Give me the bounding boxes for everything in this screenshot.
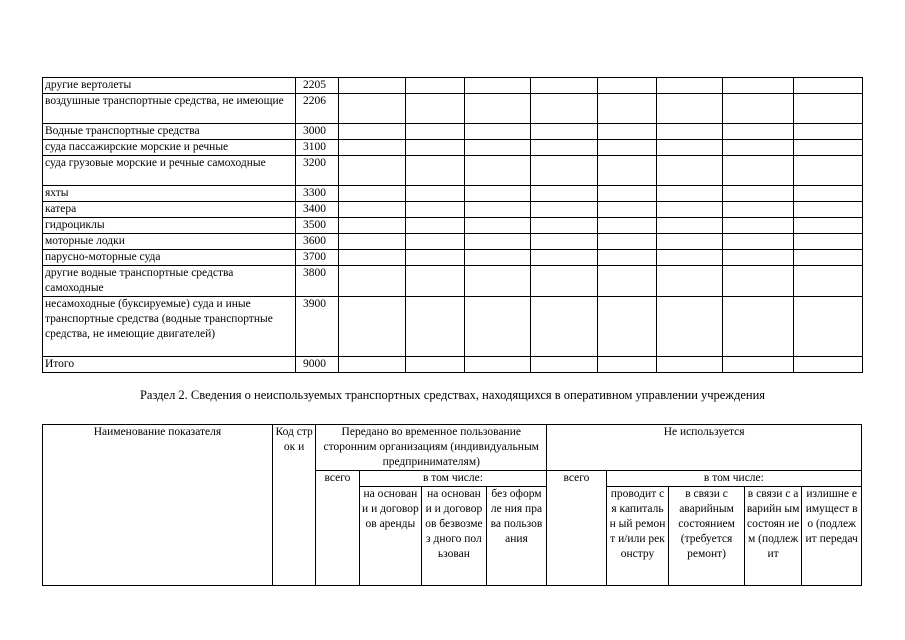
empty-value-cell [531,202,598,218]
row-code-cell: 2206 [296,94,339,124]
empty-value-cell [465,297,531,357]
empty-value-cell [531,297,598,357]
empty-value-cell [657,124,723,140]
empty-value-cell [794,357,863,373]
empty-value-cell [723,266,794,297]
empty-value-cell [794,186,863,202]
indicator-name-cell: воздушные транспортные средства, не имеющие [43,94,296,124]
empty-value-cell [657,186,723,202]
header-transferred: Передано во временное пользование сторонним организациям (индивидуальным предпринимателям) [316,425,547,471]
section-2-title: Раздел 2. Сведения о неиспользуемых транспортных средствах, находящихся в оперативном управлении учреждения [139,388,766,402]
row-code-cell: 3500 [296,218,339,234]
empty-value-cell [406,218,465,234]
indicator-name-cell: катера [43,202,296,218]
header-free-use: на основани и договоров безвозмез дного пользован [422,487,487,586]
row-code-cell: 3800 [296,266,339,297]
header-not-used: Не используется [547,425,862,471]
empty-value-cell [657,357,723,373]
empty-value-cell [406,186,465,202]
empty-value-cell [465,78,531,94]
indicator-name-cell: парусно-моторные суда [43,250,296,266]
empty-value-cell [723,218,794,234]
empty-value-cell [794,234,863,250]
indicator-name-cell: суда пассажирские морские и речные [43,140,296,156]
empty-value-cell [657,234,723,250]
empty-value-cell [598,250,657,266]
empty-value-cell [465,186,531,202]
header-total-transferred: всего [316,471,359,586]
empty-value-cell [598,94,657,124]
empty-value-cell [531,94,598,124]
empty-value-cell [723,202,794,218]
table-row [43,156,863,186]
table-row [43,186,863,202]
empty-value-cell [531,156,598,186]
empty-value-cell [339,78,406,94]
empty-value-cell [465,357,531,373]
empty-value-cell [794,202,863,218]
header-emergency-repair: в связи с аварийным состоянием (требуется ремонт) [669,487,745,586]
empty-value-cell [406,94,465,124]
empty-value-cell [794,297,863,357]
empty-value-cell [531,234,598,250]
empty-value-cell [465,202,531,218]
empty-value-cell [794,218,863,234]
empty-value-cell [406,266,465,297]
empty-value-cell [794,266,863,297]
empty-value-cell [465,156,531,186]
empty-value-cell [339,250,406,266]
empty-value-cell [465,124,531,140]
empty-value-cell [339,218,406,234]
empty-value-cell [598,266,657,297]
empty-value-cell [723,297,794,357]
empty-value-cell [598,357,657,373]
empty-value-cell [598,140,657,156]
table-row [43,202,863,218]
empty-value-cell [598,202,657,218]
table-row [43,250,863,266]
empty-value-cell [723,78,794,94]
indicator-name-cell: моторные лодки [43,234,296,250]
table-row [43,234,863,250]
empty-value-cell [794,156,863,186]
empty-value-cell [598,78,657,94]
table-row [43,124,863,140]
empty-value-cell [531,218,598,234]
empty-value-cell [339,186,406,202]
empty-value-cell [465,218,531,234]
empty-value-cell [406,78,465,94]
empty-value-cell [339,234,406,250]
row-code-cell: 3400 [296,202,339,218]
indicator-name-cell: суда грузовые морские и речные самоходные [43,156,296,186]
header-lease: на основани и договоров аренды [359,487,422,586]
header-row-1 [43,425,862,471]
empty-value-cell [406,297,465,357]
empty-value-cell [406,250,465,266]
empty-value-cell [657,250,723,266]
table-row [43,218,863,234]
empty-value-cell [657,202,723,218]
indicator-name-cell: другие вертолеты [43,78,296,94]
indicator-name-cell: Итого [43,357,296,373]
empty-value-cell [531,357,598,373]
row-code-cell: 3000 [296,124,339,140]
empty-value-cell [406,140,465,156]
empty-value-cell [723,94,794,124]
empty-value-cell [657,218,723,234]
empty-value-cell [598,297,657,357]
vehicles-table [42,77,863,373]
empty-value-cell [657,266,723,297]
indicator-name-cell: другие водные транспортные средства самоходные [43,266,296,297]
empty-value-cell [339,297,406,357]
empty-value-cell [465,234,531,250]
indicator-name-cell: Водные транспортные средства [43,124,296,140]
empty-value-cell [339,140,406,156]
empty-value-cell [339,266,406,297]
empty-value-cell [657,94,723,124]
empty-value-cell [339,94,406,124]
empty-value-cell [723,250,794,266]
empty-value-cell [598,156,657,186]
empty-value-cell [598,218,657,234]
empty-value-cell [339,124,406,140]
table-row [43,357,863,373]
empty-value-cell [598,234,657,250]
empty-value-cell [465,266,531,297]
empty-value-cell [723,357,794,373]
empty-value-cell [598,186,657,202]
unused-vehicles-table [42,424,862,586]
empty-value-cell [465,94,531,124]
empty-value-cell [657,78,723,94]
empty-value-cell [657,297,723,357]
row-code-cell: 3300 [296,186,339,202]
empty-value-cell [723,234,794,250]
empty-value-cell [723,156,794,186]
table-row [43,94,863,124]
header-no-paperwork: без оформле ния права пользов ания [486,487,547,586]
header-total-not-used: всего [547,471,607,586]
empty-value-cell [339,202,406,218]
empty-value-cell [465,250,531,266]
indicator-name-cell: несамоходные (буксируемые) суда и иные транспортные средства (водные транспортные средства, не имеющие двигателей) [43,297,296,357]
empty-value-cell [794,78,863,94]
header-surplus: излишне е имущест во (подлеж ит передач [802,487,862,586]
row-code-cell: 3200 [296,156,339,186]
empty-value-cell [531,250,598,266]
vehicles-table-body [43,78,863,373]
empty-value-cell [339,357,406,373]
table-row [43,78,863,94]
row-code-cell: 3600 [296,234,339,250]
row-code-cell: 9000 [296,357,339,373]
empty-value-cell [531,124,598,140]
header-indicator-name: Наименование показателя [43,425,273,586]
empty-value-cell [406,234,465,250]
empty-value-cell [531,186,598,202]
empty-value-cell [598,124,657,140]
header-row-code: Код строк и [272,425,315,586]
header-major-repair: проводит ся капитальн ый ремонт и/или реконстру [606,487,669,586]
row-code-cell: 2205 [296,78,339,94]
empty-value-cell [723,140,794,156]
row-code-cell: 3900 [296,297,339,357]
empty-value-cell [794,250,863,266]
header-emergency-disposal: в связи с аварийн ым состоян ием (подлеж ит [744,487,801,586]
empty-value-cell [406,202,465,218]
row-code-cell: 3700 [296,250,339,266]
indicator-name-cell: яхты [43,186,296,202]
empty-value-cell [723,124,794,140]
empty-value-cell [657,156,723,186]
table-row [43,140,863,156]
header-including-not-used: в том числе: [606,471,861,487]
header-including-transferred: в том числе: [359,471,547,487]
indicator-name-cell: гидроциклы [43,218,296,234]
empty-value-cell [794,140,863,156]
empty-value-cell [406,124,465,140]
empty-value-cell [531,266,598,297]
empty-value-cell [657,140,723,156]
empty-value-cell [794,124,863,140]
empty-value-cell [406,156,465,186]
empty-value-cell [465,140,531,156]
empty-value-cell [531,78,598,94]
table-row [43,297,863,357]
row-code-cell: 3100 [296,140,339,156]
table-row [43,266,863,297]
empty-value-cell [339,156,406,186]
empty-value-cell [531,140,598,156]
empty-value-cell [794,94,863,124]
empty-value-cell [406,357,465,373]
empty-value-cell [723,186,794,202]
